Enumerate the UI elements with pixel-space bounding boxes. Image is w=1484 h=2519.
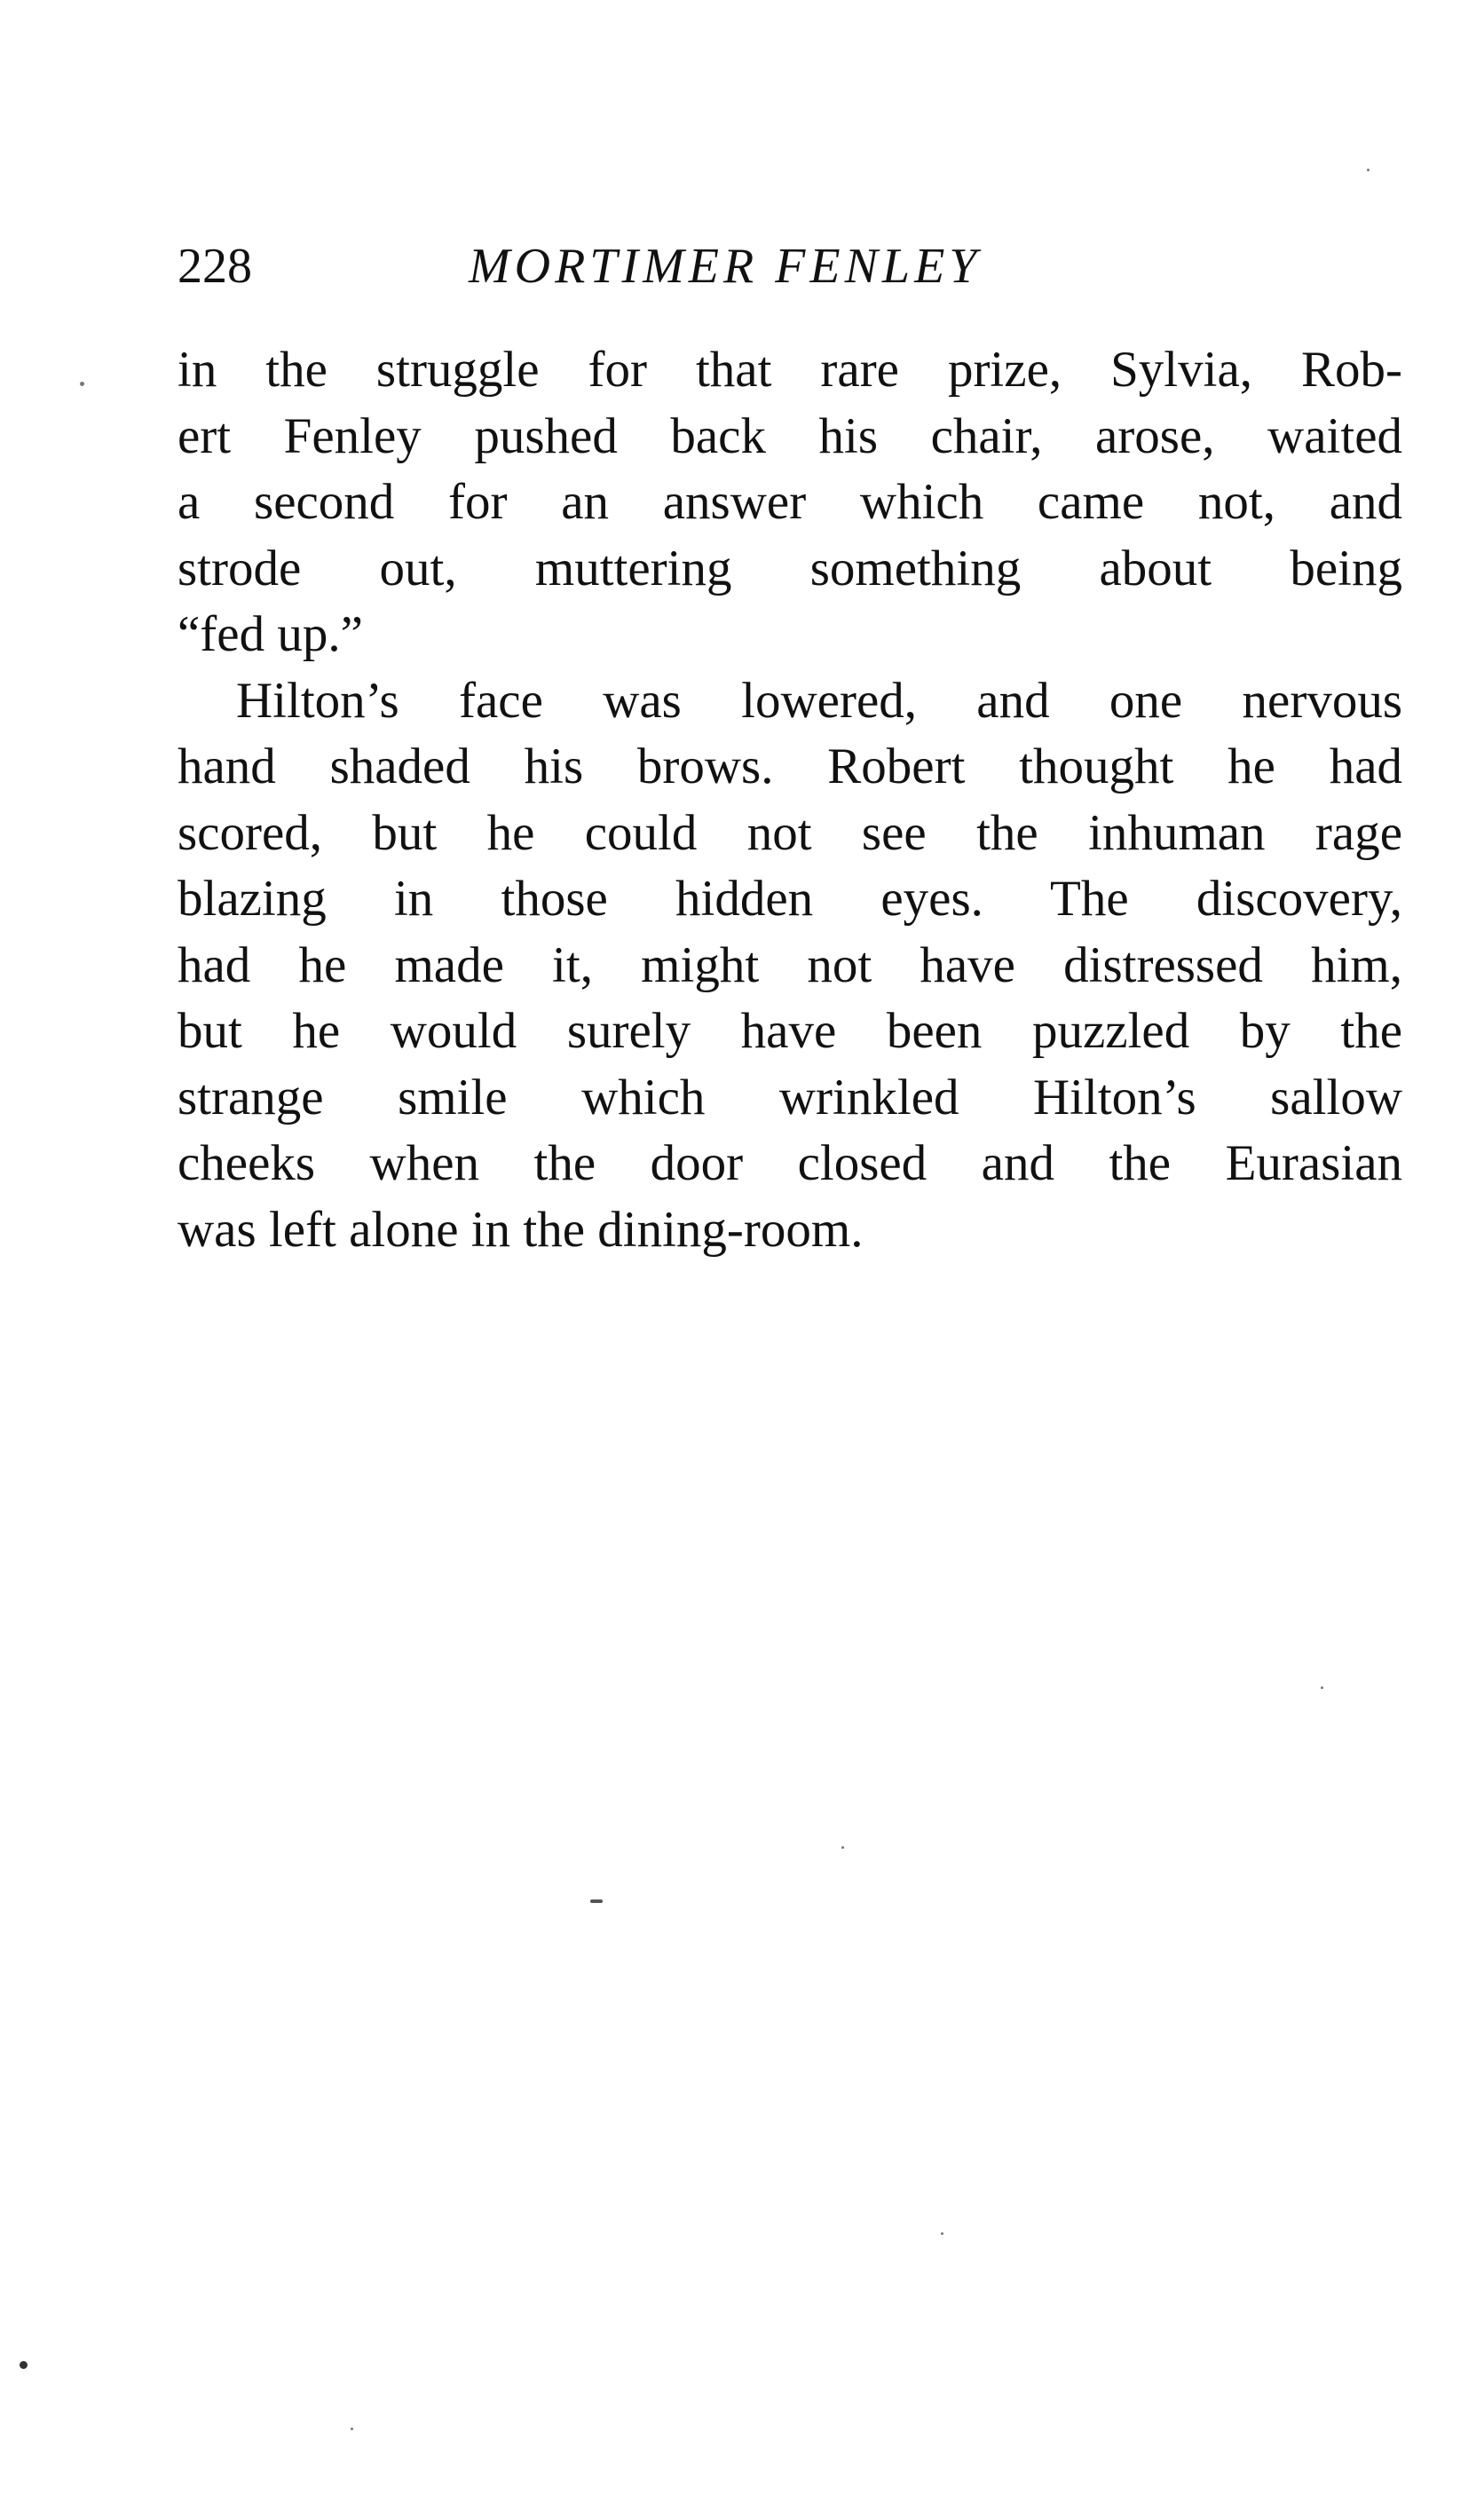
- scan-speck: [1321, 1686, 1323, 1689]
- paragraph: [178, 337, 1402, 668]
- text-line: cheeks when the door closed and the Eurasian: [178, 1135, 1402, 1191]
- scan-speck: [351, 2428, 353, 2430]
- text-line: scored, but he could not see the inhuman rage: [178, 804, 1402, 861]
- scan-speck: [590, 1899, 603, 1903]
- text-line: a second for an answer which came not, and: [178, 474, 1402, 530]
- text-line: blazing in those hidden eyes. The discovery,: [178, 871, 1402, 927]
- text-line: had he made it, might not have distressed him,: [178, 936, 1402, 993]
- scan-speck: [841, 1846, 844, 1849]
- text-line: was left alone in the dining-room.: [178, 1201, 864, 1258]
- text-line: in the struggle for that rare prize, Sylvia, Rob-: [178, 342, 1402, 398]
- body-text: [178, 337, 1402, 1263]
- text-line: strode out, muttering something about being: [178, 540, 1402, 596]
- text-line: “fed up.”: [178, 606, 363, 662]
- page-number: 228: [178, 239, 252, 294]
- running-head: [178, 235, 1402, 297]
- scan-speck: [1367, 169, 1370, 171]
- text-line: ert Fenley pushed back his chair, arose, waited: [178, 407, 1402, 464]
- book-title: MORTIMER FENLEY: [469, 239, 982, 294]
- text-line: Hilton’s face was lowered, and one nervous: [236, 672, 1402, 729]
- scan-speck: [20, 2361, 28, 2369]
- text-line: but he would surely have been puzzled by the: [178, 1003, 1402, 1059]
- text-line: hand shaded his brows. Robert thought he had: [178, 738, 1402, 794]
- text-line: strange smile which wrinkled Hilton’s sallow: [178, 1069, 1402, 1125]
- scan-speck: [941, 2232, 943, 2235]
- scan-speck: [80, 382, 84, 386]
- paragraph: [178, 668, 1402, 1264]
